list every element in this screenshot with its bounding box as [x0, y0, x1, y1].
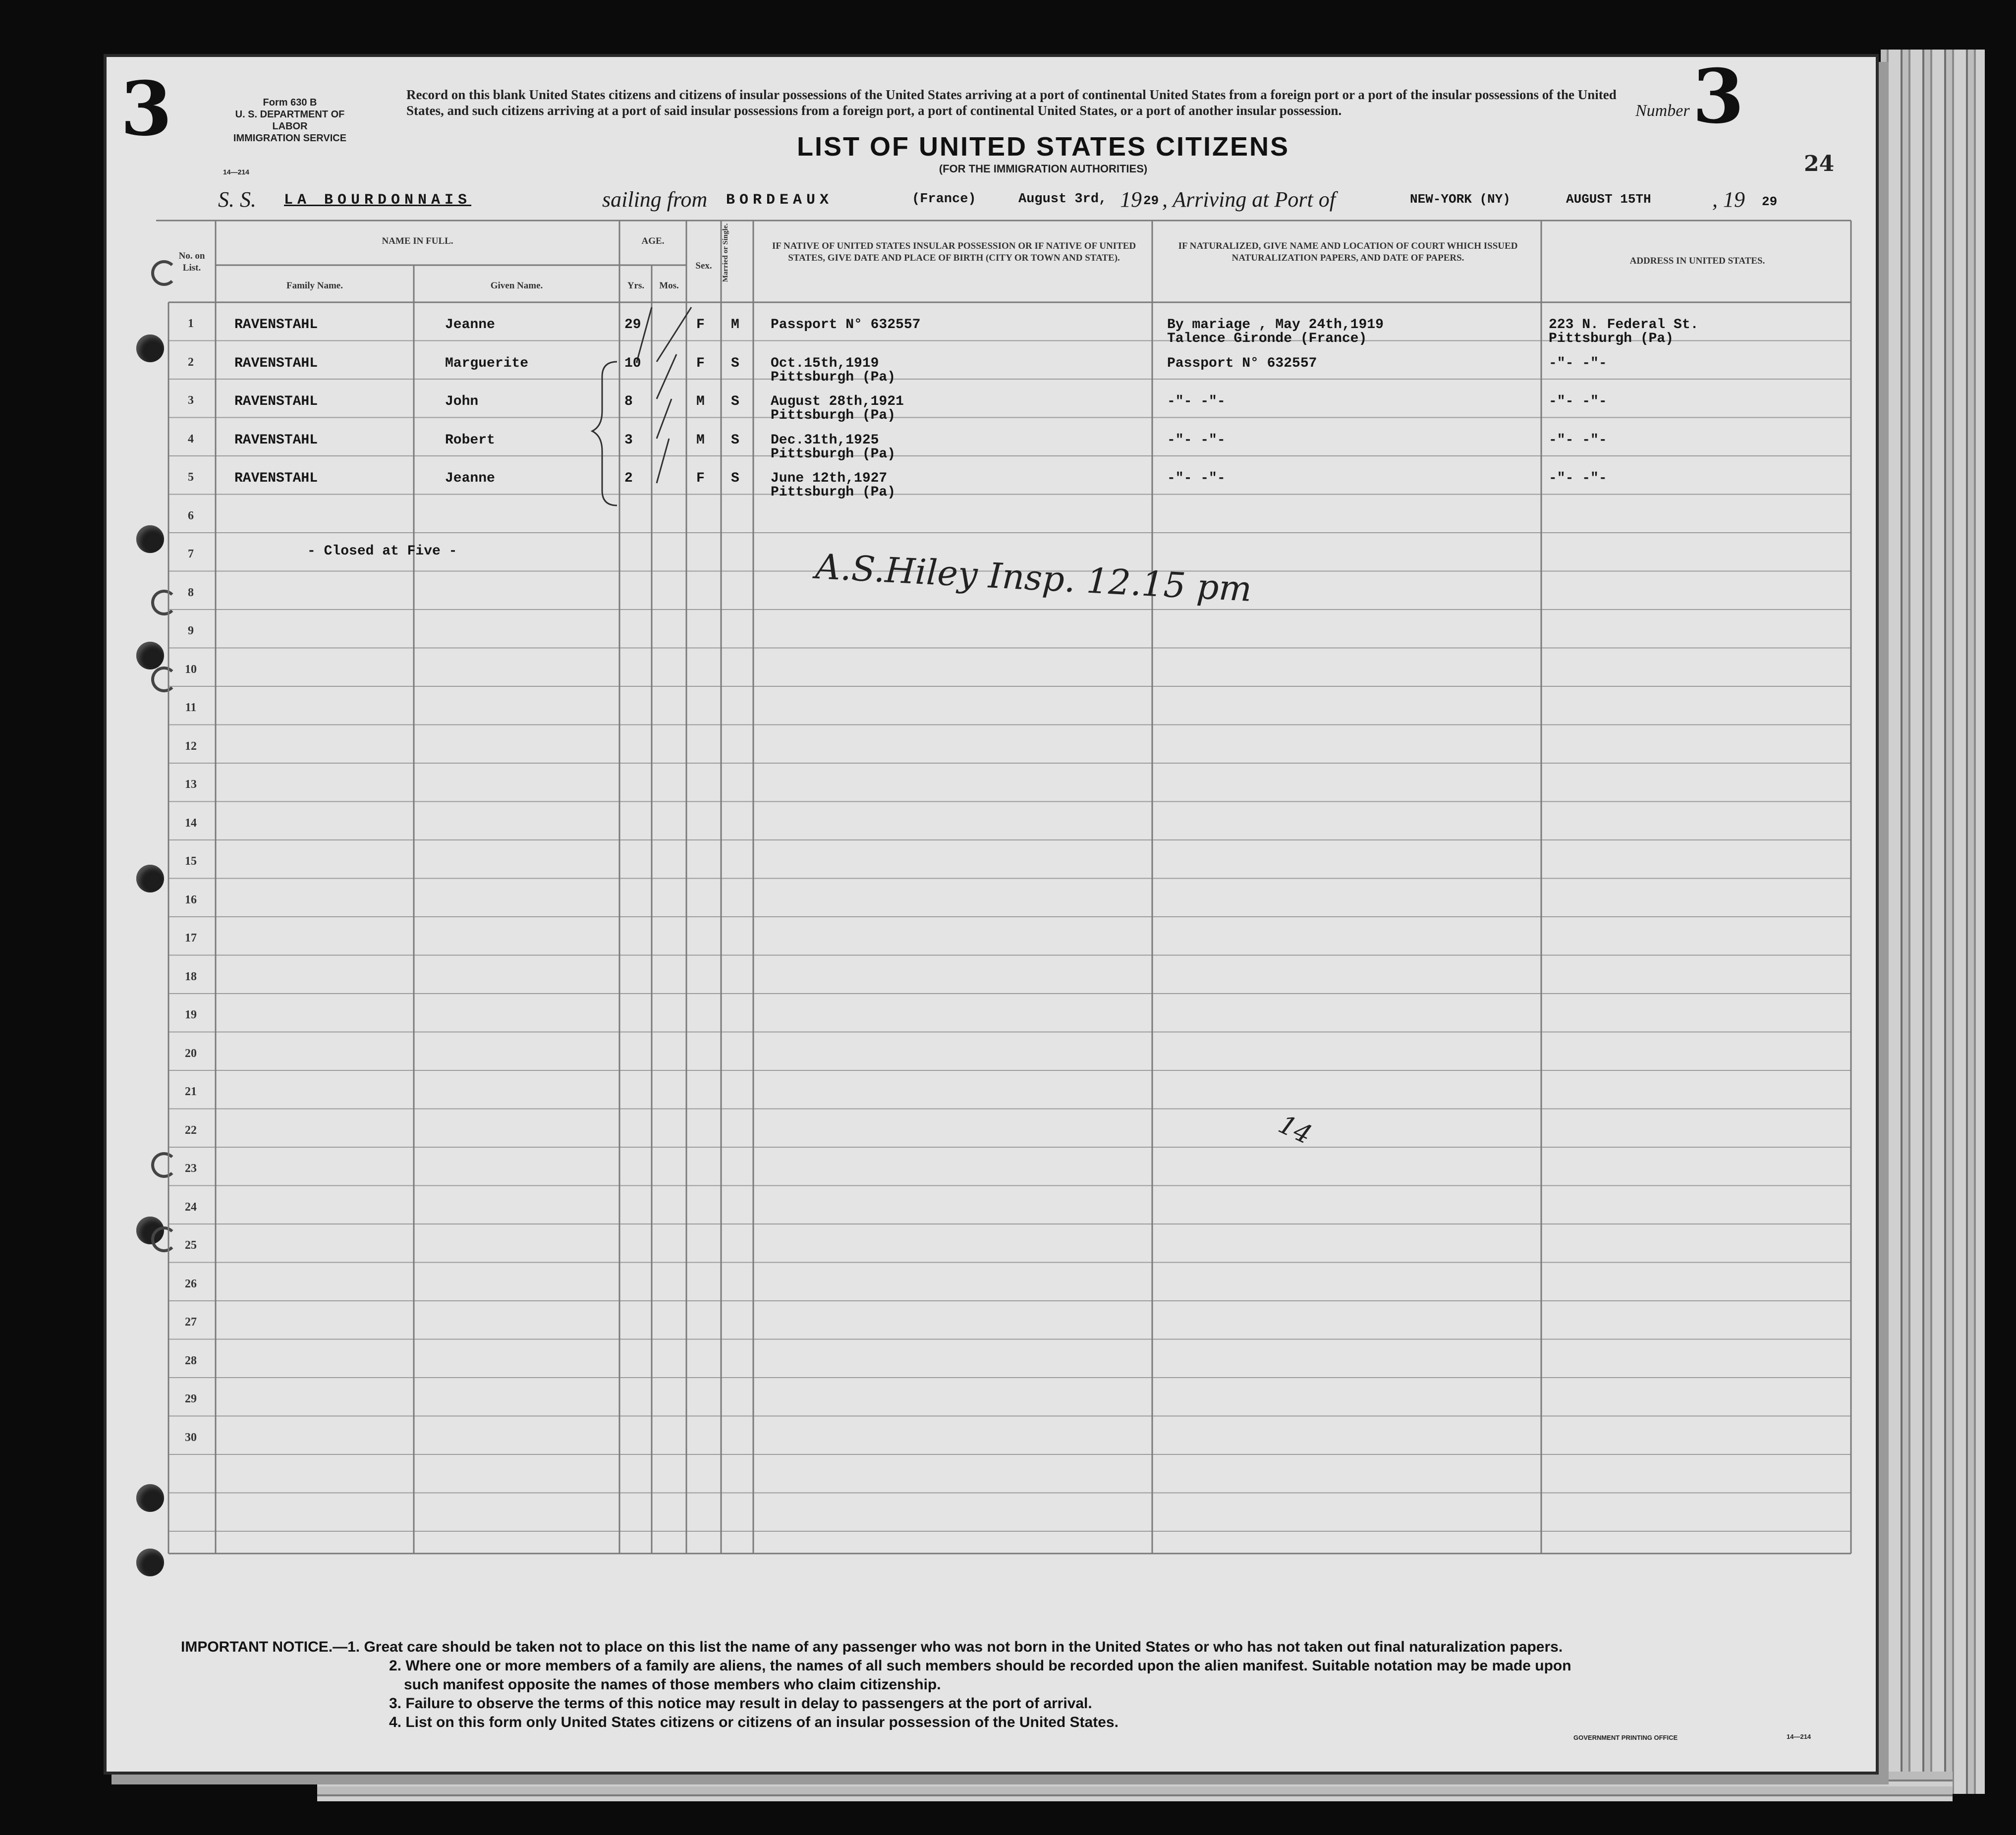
arrival-year-prefix: , 19: [1712, 187, 1745, 212]
marital-status-cell: S: [731, 394, 739, 409]
row-number: 4: [188, 432, 194, 445]
birth-cell: August 28th,1921: [771, 394, 904, 409]
row-number: 2: [188, 355, 194, 369]
sex-cell: F: [696, 355, 705, 371]
marital-status-cell: S: [731, 471, 739, 486]
birth-cell: Passport N° 632557: [771, 317, 921, 333]
row-number: 20: [185, 1047, 197, 1060]
sex-cell: F: [696, 317, 705, 333]
col-no-on-list: No. on List.: [178, 251, 205, 273]
family-name-cell: RAVENSTAHL: [234, 355, 318, 371]
sex-cell: M: [696, 432, 705, 448]
marital-status-cell: S: [731, 432, 739, 448]
row-number: 12: [185, 739, 197, 753]
row-number: 17: [185, 932, 197, 945]
family-name-cell: RAVENSTAHL: [234, 394, 318, 409]
printer-code: 14—214: [1787, 1733, 1811, 1740]
ship-name: LA BOURDONNAIS: [284, 192, 472, 209]
naturalization-cell: By mariage , May 24th,1919: [1167, 317, 1384, 333]
sailing-label: sailing from: [602, 187, 708, 212]
col-birth: IF NATIVE OF UNITED STATES INSULAR POSSESSION OR IF NATIVE OF UNITED STATES, GIVE DATE AND PLACE OF BIRTH (CITY OR TOWN AND STATE).: [772, 241, 1136, 263]
row-number: 3: [188, 394, 194, 407]
row-number: 16: [185, 893, 197, 906]
naturalization-cell: -"- -"-: [1167, 394, 1226, 409]
family-name-cell: RAVENSTAHL: [234, 432, 318, 448]
age-years-cell: 8: [624, 394, 633, 409]
birth-cell: June 12th,1927: [771, 471, 888, 486]
marital-status-cell: S: [731, 355, 739, 371]
row-number: 5: [188, 471, 194, 484]
manifest-sheet: [107, 53, 1876, 1772]
col-address: ADDRESS IN UNITED STATES.: [1629, 256, 1765, 266]
row-number: 23: [185, 1162, 197, 1175]
given-name-cell: Jeanne: [445, 317, 495, 333]
row-number: 13: [185, 778, 197, 791]
row-number: 7: [188, 548, 194, 560]
row-number: 30: [185, 1431, 197, 1444]
arrival-year: 29: [1762, 194, 1778, 209]
row-number: 24: [185, 1200, 197, 1214]
row-number: 6: [188, 509, 194, 522]
depart-year-prefix: 19: [1120, 187, 1142, 212]
row-number: 11: [185, 701, 197, 714]
sex-cell: M: [696, 394, 705, 409]
row-number: 14: [185, 816, 197, 830]
row-number: 21: [185, 1085, 197, 1098]
service: IMMIGRATION SERVICE: [233, 133, 347, 144]
col-naturalized: IF NATURALIZED, GIVE NAME AND LOCATION OF COURT WHICH ISSUED NATURALIZATION PAPERS, AND DATE OF PAPERS.: [1178, 241, 1518, 263]
row-number: 25: [185, 1239, 197, 1252]
arrival-date: AUGUST 15TH: [1566, 192, 1651, 207]
page-marker-left: 3: [120, 65, 172, 153]
birth-cell: Dec.31th,1925: [771, 432, 879, 448]
naturalization-cell: Passport N° 632557: [1167, 355, 1317, 371]
family-name-cell: RAVENSTAHL: [234, 317, 318, 333]
inspector-signature: A.S.Hiley Insp. 12.15 pm: [814, 546, 1253, 610]
age-years-cell: 2: [624, 471, 633, 486]
given-name-cell: Marguerite: [445, 355, 529, 371]
table-grid: [107, 53, 1876, 1772]
row-number: 15: [185, 855, 197, 868]
address-cell: -"- -"-: [1549, 471, 1607, 486]
birth-cell: Oct.15th,1919: [771, 355, 879, 371]
row-number: 1: [188, 317, 194, 330]
col-age: AGE.: [641, 236, 665, 246]
page-number: 24: [1804, 151, 1835, 176]
col-name-in-full: NAME IN FULL.: [382, 236, 453, 246]
page-stack-bottom-edge: [317, 1772, 1953, 1801]
row-number: 26: [185, 1277, 197, 1290]
col-years: Yrs.: [627, 280, 645, 291]
notice-item-4: 4. List on this form only United States citizens or citizens of an insular possession of the United States.: [389, 1714, 1119, 1730]
given-name-cell: Jeanne: [445, 471, 495, 486]
from-port: BORDEAUX: [726, 192, 834, 209]
col-sex: Sex.: [695, 261, 712, 271]
ss-label: S. S.: [218, 187, 256, 212]
row-number: 9: [188, 624, 194, 637]
birth-place-cell: Pittsburgh (Pa): [771, 446, 896, 462]
instructions-text: Record on this blank United States citizens and citizens of insular possessions of the United States arriving at a port of continental United States from a foreign port or a port of the insular possessions of the United States, and such citizens arriving at a port of said insular possessions from a foreign port, a port of continental United States, or a port of another insular possession.: [406, 87, 1617, 118]
given-name-cell: John: [445, 394, 479, 409]
closed-note: - Closed at Five -: [307, 544, 457, 559]
sex-cell: F: [696, 471, 705, 486]
address-cell: -"- -"-: [1549, 432, 1607, 448]
birth-place-cell: Pittsburgh (Pa): [771, 485, 896, 500]
row-number: 8: [188, 586, 194, 599]
printer-name: GOVERNMENT PRINTING OFFICE: [1573, 1734, 1678, 1741]
row-number: 18: [185, 970, 197, 983]
margin-note: 14: [1274, 1109, 1316, 1151]
page-stack-right-edge: [1881, 50, 1985, 1794]
address-cell: -"- -"-: [1549, 394, 1607, 409]
arrival-port: NEW-YORK (NY): [1410, 192, 1511, 207]
age-years-cell: 3: [624, 432, 633, 448]
naturalization-place-cell: Talence Gironde (France): [1167, 331, 1367, 346]
age-years-cell: 10: [624, 355, 641, 371]
form-id: Form 630 B: [263, 97, 317, 108]
department: U. S. DEPARTMENT OF LABOR: [235, 109, 345, 132]
age-years-cell: 29: [624, 317, 641, 333]
notice-label: IMPORTANT NOTICE.: [181, 1639, 333, 1655]
important-notice: [181, 1638, 1866, 1732]
col-given-name: Given Name.: [490, 280, 543, 291]
naturalization-cell: -"- -"-: [1167, 471, 1226, 486]
form-subtitle: (FOR THE IMMIGRATION AUTHORITIES): [939, 163, 1148, 175]
family-name-cell: RAVENSTAHL: [234, 471, 318, 486]
number-label: Number: [1635, 102, 1690, 120]
col-family-name: Family Name.: [286, 280, 343, 291]
row-number: 29: [185, 1392, 197, 1405]
row-number: 28: [185, 1354, 197, 1367]
row-number: 27: [185, 1316, 197, 1329]
form-title: LIST OF UNITED STATES CITIZENS: [797, 132, 1289, 162]
col-months: Mos.: [659, 280, 679, 291]
row-number: 22: [185, 1123, 197, 1137]
notice-item-3: 3. Failure to observe the terms of this notice may result in delay to passengers at the port of arrival.: [389, 1695, 1092, 1712]
address-city-cell: Pittsburgh (Pa): [1549, 331, 1674, 346]
marital-status-cell: M: [731, 317, 739, 333]
form-code: 14—214: [223, 168, 249, 176]
birth-place-cell: Pittsburgh (Pa): [771, 408, 896, 423]
list-number: 3: [1692, 53, 1744, 140]
arriving-label: , Arriving at Port of: [1162, 187, 1336, 212]
col-married-single: Married or Single.: [722, 223, 729, 282]
given-name-cell: Robert: [445, 432, 495, 448]
address-cell: 223 N. Federal St.: [1549, 317, 1699, 333]
notice-item-2: 2. Where one or more members of a family are aliens, the names of all such members should be recorded upon the alien manifest. Suitable notation may be made upon: [389, 1658, 1571, 1674]
row-number: 10: [185, 663, 197, 676]
birth-place-cell: Pittsburgh (Pa): [771, 369, 896, 385]
naturalization-cell: -"- -"-: [1167, 432, 1226, 448]
notice-item-1: —1. Great care should be taken not to place on this list the name of any passenger who was not born in the United States or who has not taken out final naturalization papers.: [333, 1639, 1563, 1655]
depart-date: August 3rd,: [1018, 192, 1107, 207]
notice-item-2-cont: such manifest opposite the names of those members who claim citizenship.: [404, 1676, 941, 1693]
row-number: 19: [185, 1008, 197, 1021]
from-country: (France): [912, 192, 976, 207]
address-cell: -"- -"-: [1549, 355, 1607, 371]
depart-year: 29: [1143, 193, 1159, 208]
